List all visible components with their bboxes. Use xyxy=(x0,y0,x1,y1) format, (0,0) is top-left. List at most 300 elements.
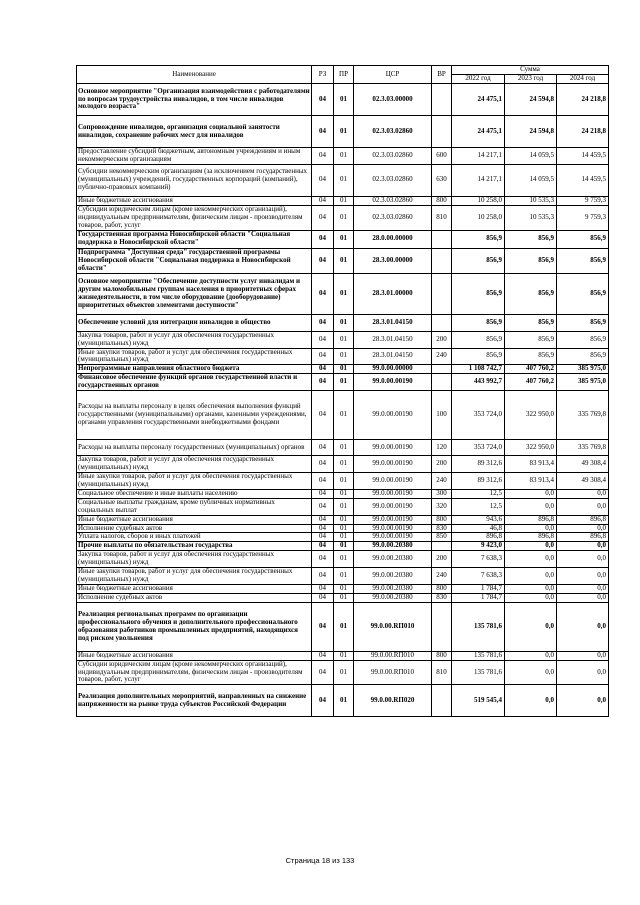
row-value-2022: 135 781,6 xyxy=(452,602,505,651)
row-pr: 01 xyxy=(334,84,354,116)
table-row xyxy=(77,164,609,196)
row-name: Иные бюджетные ассигнования xyxy=(77,584,312,593)
row-rz: 04 xyxy=(312,542,334,551)
header-sum: Сумма xyxy=(452,66,609,75)
row-value-2024: 9 759,3 xyxy=(557,196,609,205)
row-name: Обеспечение условий для интеграции инвалидов в общество xyxy=(77,314,312,331)
row-rz: 04 xyxy=(312,551,334,568)
row-value-2024: 856,9 xyxy=(557,273,609,314)
row-csr: 99.0.00.RП010 xyxy=(354,651,432,660)
table-row xyxy=(77,498,609,515)
row-value-2024: 0,0 xyxy=(557,568,609,585)
row-name: Основное мероприятие "Организация взаимодействия с работодателями по вопросам трудоустройства инвалидов, в том числе инвалидов молодого возраста" xyxy=(77,84,312,116)
row-pr: 01 xyxy=(334,314,354,331)
row-value-2022: 856,9 xyxy=(452,248,505,273)
table-row xyxy=(77,148,609,165)
row-name: Исполнение судебных актов xyxy=(77,524,312,533)
row-value-2023: 856,9 xyxy=(505,331,557,348)
header-row-top xyxy=(77,66,609,75)
row-value-2024: 0,0 xyxy=(557,584,609,593)
row-value-2023: 0,0 xyxy=(505,551,557,568)
row-name: Иные бюджетные ассигнования xyxy=(77,196,312,205)
header-csr: ЦСР xyxy=(354,66,432,84)
row-vr: 800 xyxy=(432,515,452,524)
row-value-2023: 856,9 xyxy=(505,348,557,365)
row-value-2024: 856,9 xyxy=(557,331,609,348)
row-csr: 99.0.00.00190 xyxy=(354,473,432,490)
row-vr xyxy=(432,374,452,391)
row-vr xyxy=(432,248,452,273)
row-value-2022: 9 423,0 xyxy=(452,542,505,551)
row-name: Непрограммные направления областного бюджета xyxy=(77,365,312,374)
row-value-2022: 135 781,6 xyxy=(452,660,505,685)
row-value-2022: 46,8 xyxy=(452,524,505,533)
row-value-2022: 353 724,0 xyxy=(452,440,505,456)
table-row xyxy=(77,602,609,651)
row-csr: 28.3.01.04150 xyxy=(354,314,432,331)
row-value-2024: 335 769,8 xyxy=(557,391,609,440)
row-value-2023: 0,0 xyxy=(505,542,557,551)
row-name: Иные закупки товаров, работ и услуг для обеспечения государственных (муниципальных) нужд xyxy=(77,568,312,585)
row-rz: 04 xyxy=(312,116,334,148)
row-rz: 04 xyxy=(312,248,334,273)
table-row xyxy=(77,489,609,498)
row-value-2024: 0,0 xyxy=(557,602,609,651)
row-name: Иные закупки товаров, работ и услуг для обеспечения государственных (муниципальных) нужд xyxy=(77,348,312,365)
row-rz: 04 xyxy=(312,473,334,490)
page-counter: Страница 18 из 133 xyxy=(285,856,355,865)
row-value-2022: 24 475,1 xyxy=(452,116,505,148)
row-value-2023: 83 913,4 xyxy=(505,473,557,490)
row-csr: 99.0.00.00190 xyxy=(354,391,432,440)
row-csr: 99.0.00.00190 xyxy=(354,440,432,456)
header-name: Наименование xyxy=(77,66,312,84)
header-year-2024: 2024 год xyxy=(557,75,609,84)
row-csr: 99.0.00.RП020 xyxy=(354,685,432,717)
row-csr: 02.3.03.02860 xyxy=(354,205,432,230)
table-row xyxy=(77,473,609,490)
row-name: Подпрограмма "Доступная среда" государственной программы Новосибирской области "Социальная поддержка в Новосибирской области" xyxy=(77,248,312,273)
row-value-2024: 856,9 xyxy=(557,230,609,248)
row-value-2023: 896,8 xyxy=(505,515,557,524)
row-csr: 99.0.00.20380 xyxy=(354,542,432,551)
table-row xyxy=(77,524,609,533)
row-vr: 810 xyxy=(432,660,452,685)
row-value-2023: 896,8 xyxy=(505,533,557,542)
row-value-2024: 856,9 xyxy=(557,348,609,365)
row-value-2022: 519 545,4 xyxy=(452,685,505,717)
row-pr: 01 xyxy=(334,116,354,148)
row-vr xyxy=(432,685,452,717)
row-pr: 01 xyxy=(334,685,354,717)
table-row xyxy=(77,314,609,331)
row-value-2024: 0,0 xyxy=(557,524,609,533)
row-rz: 04 xyxy=(312,230,334,248)
budget-table xyxy=(76,65,609,717)
header-year-2022: 2022 год xyxy=(452,75,505,84)
table-row xyxy=(77,542,609,551)
header-rz: РЗ xyxy=(312,66,334,84)
row-name: Субсидии некоммерческим организациям (за исключением государственных (муниципальных) учреждений, государственных корпораций (компаний), публично-правовых компаний) xyxy=(77,164,312,196)
row-rz: 04 xyxy=(312,456,334,473)
table-row xyxy=(77,685,609,717)
row-value-2024: 335 769,8 xyxy=(557,440,609,456)
row-value-2023: 10 535,3 xyxy=(505,196,557,205)
row-vr xyxy=(432,365,452,374)
row-value-2024: 896,8 xyxy=(557,515,609,524)
table-row xyxy=(77,365,609,374)
row-value-2022: 89 312,6 xyxy=(452,456,505,473)
row-name: Прочие выплаты по обязательствам государства xyxy=(77,542,312,551)
row-rz: 04 xyxy=(312,391,334,440)
row-value-2024: 49 308,4 xyxy=(557,456,609,473)
row-value-2022: 856,9 xyxy=(452,230,505,248)
table-row xyxy=(77,515,609,524)
row-pr: 01 xyxy=(334,196,354,205)
row-vr xyxy=(432,116,452,148)
row-value-2023: 322 950,0 xyxy=(505,391,557,440)
row-value-2023: 856,9 xyxy=(505,273,557,314)
row-pr: 01 xyxy=(334,524,354,533)
row-rz: 04 xyxy=(312,515,334,524)
row-csr: 28.3.00.00000 xyxy=(354,248,432,273)
row-csr: 99.0.00.20380 xyxy=(354,584,432,593)
row-rz: 04 xyxy=(312,196,334,205)
row-csr: 28.3.01.00000 xyxy=(354,273,432,314)
row-value-2024: 14 459,5 xyxy=(557,148,609,165)
row-csr: 99.0.00.00190 xyxy=(354,498,432,515)
row-vr: 120 xyxy=(432,440,452,456)
row-rz: 04 xyxy=(312,273,334,314)
row-rz: 04 xyxy=(312,148,334,165)
table-row xyxy=(77,196,609,205)
row-name: Закупка товаров, работ и услуг для обеспечения государственных (муниципальных) нужд xyxy=(77,331,312,348)
row-pr: 01 xyxy=(334,164,354,196)
row-value-2023: 322 950,0 xyxy=(505,440,557,456)
row-name: Иные закупки товаров, работ и услуг для обеспечения государственных (муниципальных) нужд xyxy=(77,473,312,490)
row-vr: 630 xyxy=(432,164,452,196)
row-value-2024: 0,0 xyxy=(557,593,609,602)
row-value-2023: 0,0 xyxy=(505,660,557,685)
table-row xyxy=(77,331,609,348)
row-name: Основное мероприятие "Обеспечение доступности услуг инвалидам и другим маломобильным группам населения в приоритетных сферах жизнедеятельности, в том числе оборудование (дооборудование) приоритетных объектов элементами доступности" xyxy=(77,273,312,314)
row-name: Субсидии юридическим лицам (кроме некоммерческих организаций), индивидуальным предпринимателям, физическим лицам - производителям товаров, работ, услуг xyxy=(77,660,312,685)
row-name: Иные бюджетные ассигнования xyxy=(77,651,312,660)
row-vr: 810 xyxy=(432,205,452,230)
row-vr: 200 xyxy=(432,456,452,473)
row-name: Сопровождение инвалидов, организация социальной занятости инвалидов, сохранение рабочих мест для инвалидов xyxy=(77,116,312,148)
row-value-2024: 896,8 xyxy=(557,533,609,542)
table-row xyxy=(77,116,609,148)
row-rz: 04 xyxy=(312,584,334,593)
row-value-2023: 0,0 xyxy=(505,593,557,602)
row-vr xyxy=(432,602,452,651)
row-pr: 01 xyxy=(334,542,354,551)
row-value-2024: 856,9 xyxy=(557,314,609,331)
row-name: Расходы на выплаты персоналу государственных (муниципальных) органов xyxy=(77,440,312,456)
row-name: Реализация региональных программ по организации профессионального обучения и дополнительного профессионального образования работников промышленных предприятий, находящихся под риском увольнения xyxy=(77,602,312,651)
table-row xyxy=(77,568,609,585)
row-vr: 100 xyxy=(432,391,452,440)
row-rz: 04 xyxy=(312,498,334,515)
row-pr: 01 xyxy=(334,602,354,651)
table-row xyxy=(77,84,609,116)
row-value-2023: 0,0 xyxy=(505,584,557,593)
row-pr: 01 xyxy=(334,584,354,593)
row-rz: 04 xyxy=(312,314,334,331)
row-value-2023: 0,0 xyxy=(505,651,557,660)
row-vr: 240 xyxy=(432,473,452,490)
table-row xyxy=(77,440,609,456)
table-row xyxy=(77,273,609,314)
row-name: Социальные выплаты гражданам, кроме публичных нормативных социальных выплат xyxy=(77,498,312,515)
row-value-2022: 7 638,3 xyxy=(452,568,505,585)
row-csr: 02.3.03.02860 xyxy=(354,148,432,165)
row-csr: 99.0.00.20380 xyxy=(354,568,432,585)
row-value-2024: 0,0 xyxy=(557,685,609,717)
row-name: Расходы на выплаты персоналу в целях обеспечения выполнения функций государственными (муниципальными) органами, казенными учреждениями, органами управления государственными внебюджетными фондами xyxy=(77,391,312,440)
row-vr: 600 xyxy=(432,148,452,165)
row-pr: 01 xyxy=(334,148,354,165)
row-csr: 99.0.00.20380 xyxy=(354,551,432,568)
row-pr: 01 xyxy=(334,473,354,490)
row-vr: 320 xyxy=(432,498,452,515)
row-name: Закупка товаров, работ и услуг для обеспечения государственных (муниципальных) нужд xyxy=(77,456,312,473)
table-row xyxy=(77,660,609,685)
row-rz: 04 xyxy=(312,84,334,116)
row-pr: 01 xyxy=(334,568,354,585)
table-body xyxy=(77,84,609,717)
row-value-2022: 10 258,0 xyxy=(452,196,505,205)
row-pr: 01 xyxy=(334,440,354,456)
row-value-2024: 385 975,0 xyxy=(557,374,609,391)
row-value-2024: 24 218,8 xyxy=(557,84,609,116)
row-value-2023: 24 594,8 xyxy=(505,84,557,116)
row-value-2024: 49 308,4 xyxy=(557,473,609,490)
table-row xyxy=(77,248,609,273)
row-name: Реализация дополнительных мероприятий, направленных на снижение напряженности на рынке труда субъектов Российской Федерации xyxy=(77,685,312,717)
row-rz: 04 xyxy=(312,164,334,196)
table-row xyxy=(77,456,609,473)
row-name: Уплата налогов, сборов и иных платежей xyxy=(77,533,312,542)
row-value-2022: 856,9 xyxy=(452,331,505,348)
row-value-2023: 0,0 xyxy=(505,685,557,717)
header-pr: ПР xyxy=(334,66,354,84)
row-rz: 04 xyxy=(312,440,334,456)
row-pr: 01 xyxy=(334,348,354,365)
row-name: Государственная программа Новосибирской области "Социальная поддержка в Новосибирской области" xyxy=(77,230,312,248)
row-csr: 28.0.00.00000 xyxy=(354,230,432,248)
row-value-2023: 0,0 xyxy=(505,568,557,585)
row-pr: 01 xyxy=(334,498,354,515)
row-name: Иные бюджетные ассигнования xyxy=(77,515,312,524)
row-value-2022: 443 992,7 xyxy=(452,374,505,391)
row-pr: 01 xyxy=(334,456,354,473)
row-value-2023: 0,0 xyxy=(505,602,557,651)
row-rz: 04 xyxy=(312,524,334,533)
row-csr: 28.3.01.04150 xyxy=(354,348,432,365)
row-value-2024: 0,0 xyxy=(557,542,609,551)
row-value-2022: 1 784,7 xyxy=(452,584,505,593)
row-pr: 01 xyxy=(334,551,354,568)
row-rz: 04 xyxy=(312,374,334,391)
row-value-2023: 14 059,5 xyxy=(505,148,557,165)
row-vr xyxy=(432,314,452,331)
row-csr: 99.0.00.00190 xyxy=(354,533,432,542)
row-value-2022: 856,9 xyxy=(452,273,505,314)
row-rz: 04 xyxy=(312,660,334,685)
row-value-2022: 12,5 xyxy=(452,498,505,515)
row-value-2022: 1 784,7 xyxy=(452,593,505,602)
budget-table-sheet xyxy=(76,65,608,717)
row-value-2024: 24 218,8 xyxy=(557,116,609,148)
row-value-2024: 0,0 xyxy=(557,498,609,515)
table-row xyxy=(77,551,609,568)
row-value-2024: 0,0 xyxy=(557,551,609,568)
row-csr: 02.3.03.02860 xyxy=(354,164,432,196)
row-pr: 01 xyxy=(334,533,354,542)
row-csr: 99.0.00.RП010 xyxy=(354,660,432,685)
row-pr: 01 xyxy=(334,365,354,374)
row-csr: 02.3.03.00000 xyxy=(354,84,432,116)
row-value-2022: 14 217,1 xyxy=(452,164,505,196)
table-row xyxy=(77,651,609,660)
row-value-2022: 353 724,0 xyxy=(452,391,505,440)
row-csr: 99.0.00.RП010 xyxy=(354,602,432,651)
row-value-2022: 856,9 xyxy=(452,314,505,331)
row-vr: 300 xyxy=(432,489,452,498)
row-pr: 01 xyxy=(334,515,354,524)
table-row xyxy=(77,391,609,440)
row-value-2022: 89 312,6 xyxy=(452,473,505,490)
row-csr: 28.3.01.04150 xyxy=(354,331,432,348)
row-value-2024: 9 759,3 xyxy=(557,205,609,230)
row-csr: 99.0.00.00000 xyxy=(354,365,432,374)
row-vr: 240 xyxy=(432,568,452,585)
row-name: Закупка товаров, работ и услуг для обеспечения государственных (муниципальных) нужд xyxy=(77,551,312,568)
row-rz: 04 xyxy=(312,489,334,498)
row-value-2024: 14 459,5 xyxy=(557,164,609,196)
row-value-2024: 0,0 xyxy=(557,660,609,685)
row-value-2023: 0,0 xyxy=(505,524,557,533)
row-pr: 01 xyxy=(334,660,354,685)
row-rz: 04 xyxy=(312,651,334,660)
row-value-2023: 24 594,8 xyxy=(505,116,557,148)
row-value-2023: 0,0 xyxy=(505,489,557,498)
row-value-2024: 0,0 xyxy=(557,651,609,660)
table-row xyxy=(77,205,609,230)
row-rz: 04 xyxy=(312,593,334,602)
row-vr: 200 xyxy=(432,331,452,348)
row-vr: 830 xyxy=(432,524,452,533)
row-value-2022: 7 638,3 xyxy=(452,551,505,568)
row-pr: 01 xyxy=(334,651,354,660)
row-value-2022: 10 258,0 xyxy=(452,205,505,230)
row-rz: 04 xyxy=(312,685,334,717)
row-value-2022: 1 108 742,7 xyxy=(452,365,505,374)
row-pr: 01 xyxy=(334,374,354,391)
row-value-2022: 135 781,6 xyxy=(452,651,505,660)
row-value-2023: 856,9 xyxy=(505,248,557,273)
row-vr xyxy=(432,542,452,551)
row-rz: 04 xyxy=(312,205,334,230)
row-vr xyxy=(432,84,452,116)
row-name: Исполнение судебных актов xyxy=(77,593,312,602)
row-value-2023: 856,9 xyxy=(505,314,557,331)
row-csr: 99.0.00.00190 xyxy=(354,456,432,473)
table-row xyxy=(77,533,609,542)
row-value-2023: 14 059,5 xyxy=(505,164,557,196)
row-pr: 01 xyxy=(334,391,354,440)
row-csr: 99.0.00.00190 xyxy=(354,374,432,391)
row-vr: 800 xyxy=(432,651,452,660)
header-year-2023: 2023 год xyxy=(505,75,557,84)
row-pr: 01 xyxy=(334,205,354,230)
row-name: Финансовое обеспечение функций органов государственной власти и государственных органов xyxy=(77,374,312,391)
row-vr xyxy=(432,230,452,248)
header-vr: ВР xyxy=(432,66,452,84)
row-rz: 04 xyxy=(312,602,334,651)
row-value-2023: 407 760,2 xyxy=(505,365,557,374)
row-rz: 04 xyxy=(312,568,334,585)
row-pr: 01 xyxy=(334,230,354,248)
row-value-2022: 856,9 xyxy=(452,348,505,365)
row-value-2023: 407 760,2 xyxy=(505,374,557,391)
row-csr: 99.0.00.00190 xyxy=(354,515,432,524)
row-csr: 99.0.00.00190 xyxy=(354,489,432,498)
row-pr: 01 xyxy=(334,248,354,273)
row-vr: 800 xyxy=(432,196,452,205)
row-csr: 99.0.00.20380 xyxy=(354,593,432,602)
table-row xyxy=(77,374,609,391)
row-vr: 240 xyxy=(432,348,452,365)
row-value-2023: 856,9 xyxy=(505,230,557,248)
row-vr xyxy=(432,273,452,314)
row-rz: 04 xyxy=(312,533,334,542)
row-pr: 01 xyxy=(334,331,354,348)
row-pr: 01 xyxy=(334,273,354,314)
row-rz: 04 xyxy=(312,365,334,374)
row-value-2024: 0,0 xyxy=(557,489,609,498)
row-pr: 01 xyxy=(334,489,354,498)
row-value-2024: 856,9 xyxy=(557,248,609,273)
row-name: Социальное обеспечение и иные выплаты населению xyxy=(77,489,312,498)
row-rz: 04 xyxy=(312,348,334,365)
row-value-2022: 24 475,1 xyxy=(452,84,505,116)
row-csr: 99.0.00.00190 xyxy=(354,524,432,533)
row-vr: 800 xyxy=(432,584,452,593)
row-value-2023: 0,0 xyxy=(505,498,557,515)
table-row xyxy=(77,230,609,248)
table-row xyxy=(77,348,609,365)
table-row xyxy=(77,584,609,593)
row-value-2023: 10 535,3 xyxy=(505,205,557,230)
row-name: Субсидии юридическим лицам (кроме некоммерческих организаций), индивидуальным предпринимателям, физическим лицам - производителям товаров, работ, услуг xyxy=(77,205,312,230)
row-rz: 04 xyxy=(312,331,334,348)
row-value-2022: 14 217,1 xyxy=(452,148,505,165)
row-pr: 01 xyxy=(334,593,354,602)
row-value-2022: 943,6 xyxy=(452,515,505,524)
row-csr: 02.3.03.02860 xyxy=(354,116,432,148)
row-csr: 02.3.03.02860 xyxy=(354,196,432,205)
row-value-2023: 83 913,4 xyxy=(505,456,557,473)
row-value-2022: 12,5 xyxy=(452,489,505,498)
row-vr: 200 xyxy=(432,551,452,568)
row-value-2024: 385 975,0 xyxy=(557,365,609,374)
row-value-2022: 896,8 xyxy=(452,533,505,542)
row-vr: 830 xyxy=(432,593,452,602)
row-vr: 850 xyxy=(432,533,452,542)
